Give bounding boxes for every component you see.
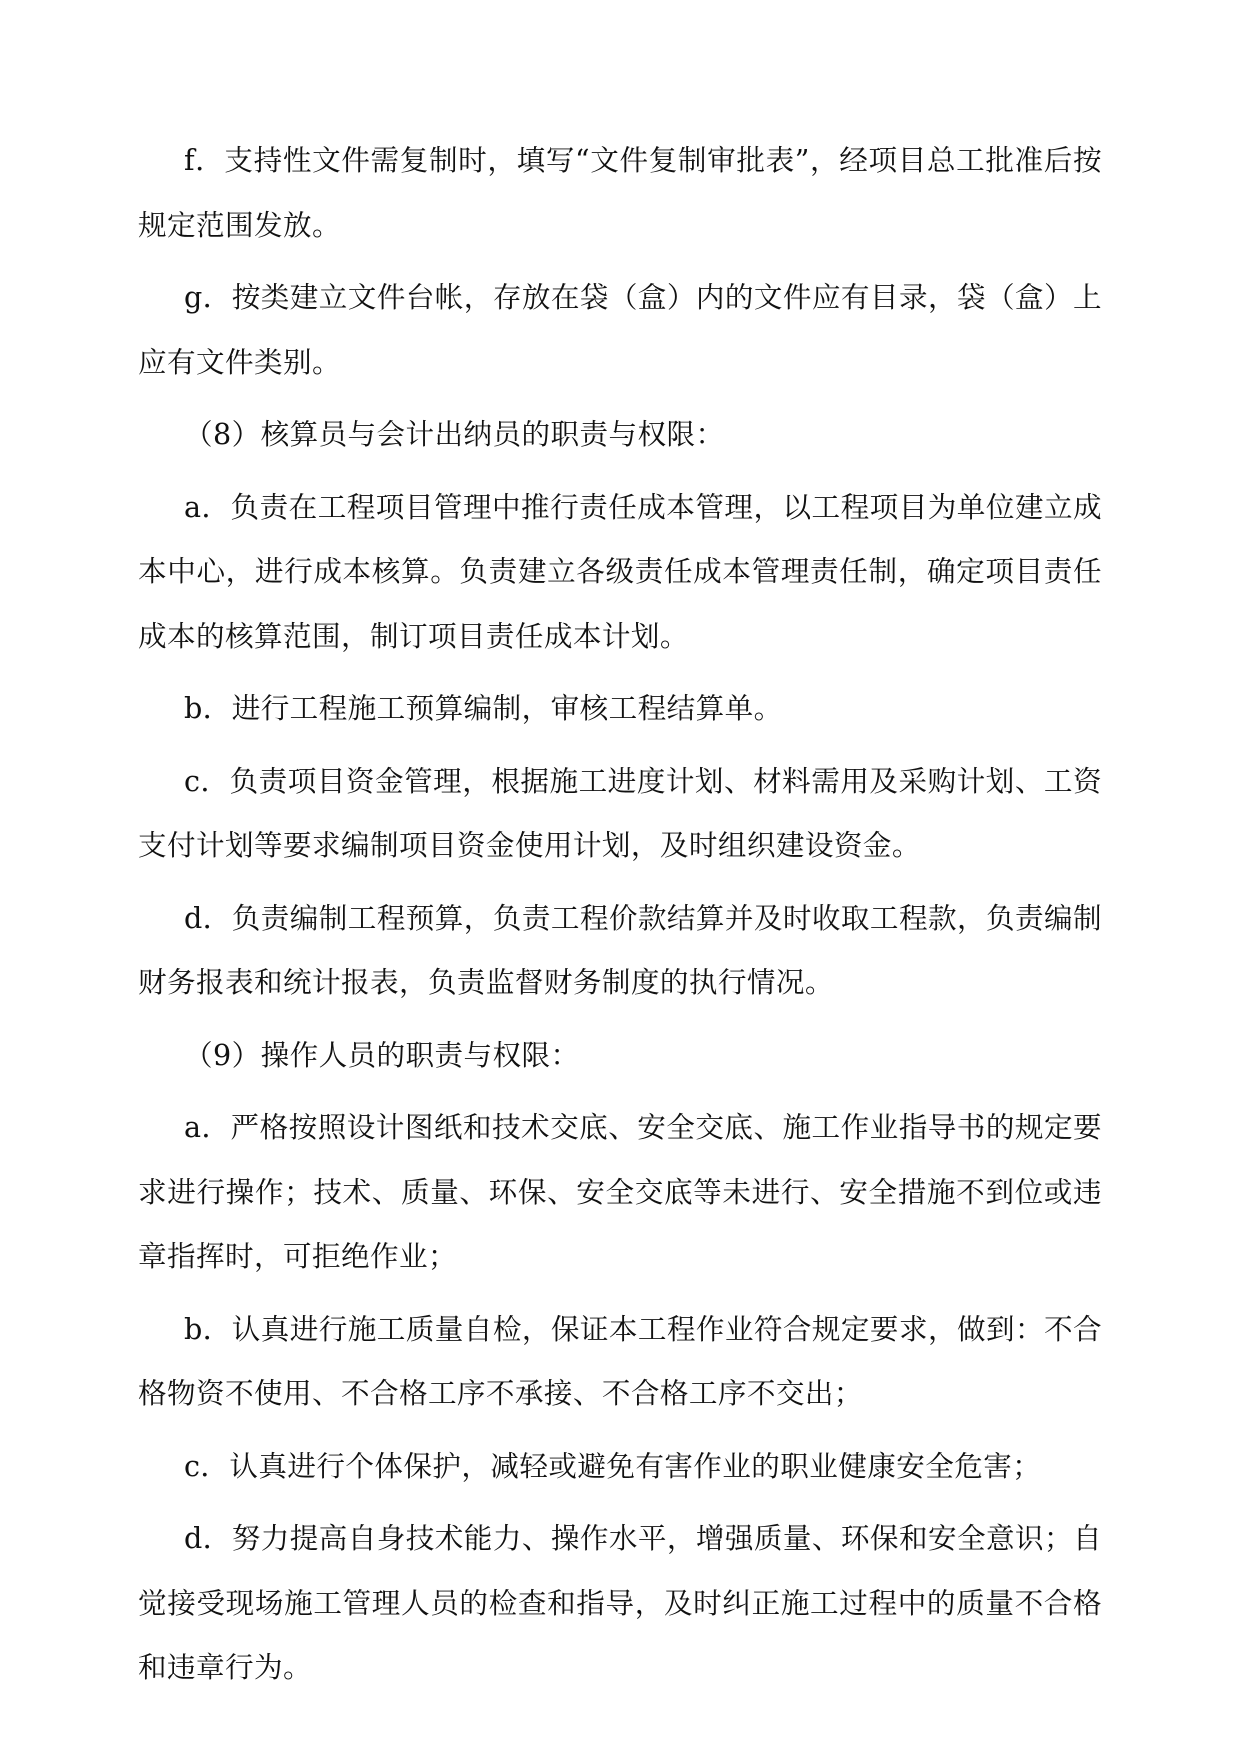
paragraph-c-fund-management: c．负责项目资金管理，根据施工进度计划、材料需用及采购计划、工资支付计划等要求编制项目资金使用计划，及时组织建设资金。: [138, 763, 1102, 862]
paragraph-c-personal-protection: c．认真进行个体保护，减轻或避免有害作业的职业健康安全危害；: [184, 1448, 1042, 1483]
section-heading-9-operators: （9）操作人员的职责与权限：: [184, 1037, 580, 1072]
paragraph-b-quality-self-check: b．认真进行施工质量自检，保证本工程作业符合规定要求，做到：不合格物资不使用、不合格工序不承接、不合格工序不交出；: [138, 1311, 1102, 1410]
section-heading-8-accountant: （8）核算员与会计出纳员的职责与权限：: [184, 417, 725, 451]
document-page: [138, 128, 1102, 1708]
paragraph-a-operate-by-drawings: a．严格按照设计图纸和技术交底、安全交底、施工作业指导书的规定要求进行操作；技术、质量、环保、安全交底等未进行、安全措施不到位或违章指挥时，可拒绝作业；: [138, 1110, 1102, 1273]
paragraph-f-document-copy: f．支持性文件需复制时，填写“文件复制审批表”，经项目总工批准后按规定范围发放。: [138, 143, 1102, 242]
paragraph-a-cost-management: a．负责在工程项目管理中推行责任成本管理，以工程项目为单位建立成本中心，进行成本核算。负责建立各级责任成本管理责任制，确定项目责任成本的核算范围，制订项目责任成本计划。: [138, 489, 1102, 653]
paragraph-g-document-ledger: g．按类建立文件台帐，存放在袋（盒）内的文件应有目录，袋（盒）上应有文件类别。: [138, 280, 1102, 379]
paragraph-b-budget-compilation: b．进行工程施工预算编制，审核工程结算单。: [184, 691, 783, 725]
paragraph-d-improve-skills: d．努力提高自身技术能力、操作水平，增强质量、环保和安全意识；自觉接受现场施工管理人员的检查和指导，及时纠正施工过程中的质量不合格和违章行为。: [138, 1521, 1102, 1684]
paragraph-d-financial-reports: d．负责编制工程预算，负责工程价款结算并及时收取工程款，负责编制财务报表和统计报表，负责监督财务制度的执行情况。: [138, 900, 1102, 999]
